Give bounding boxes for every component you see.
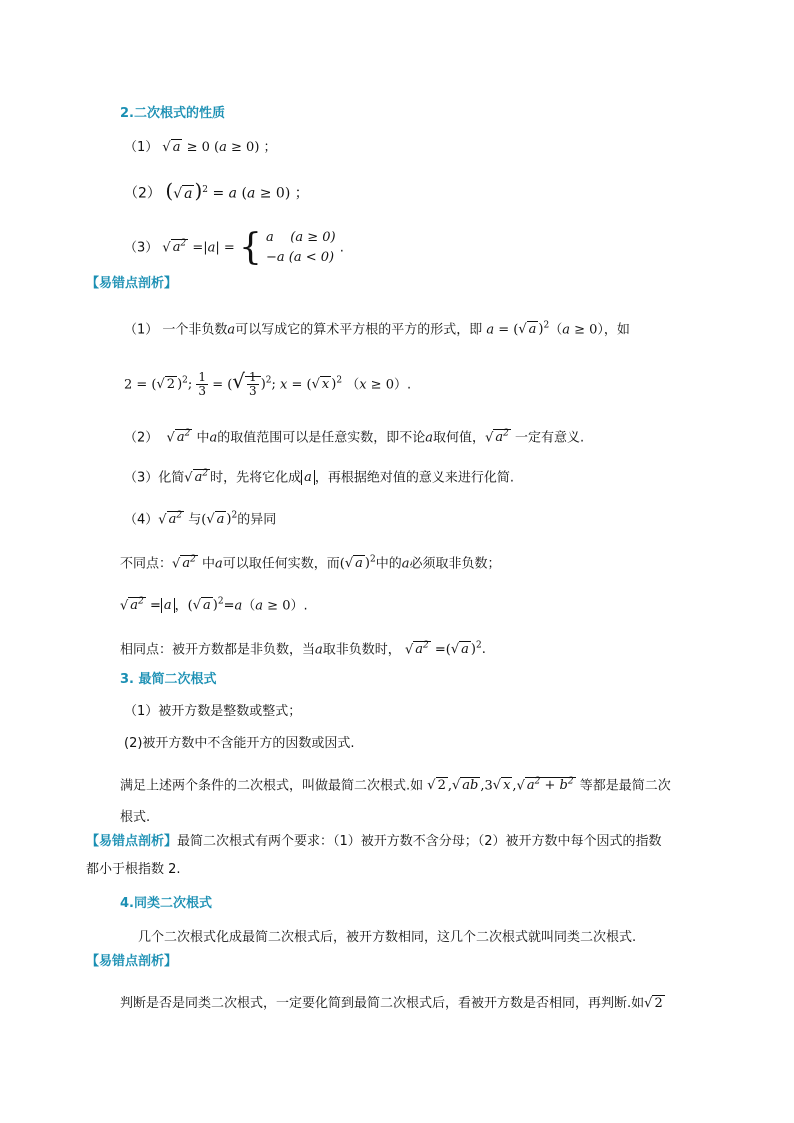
error-item-3: （3）化简√ $a^2$ 时，先将它化成 a ，再根据绝对值的意义来进行化简.: [124, 469, 515, 486]
difference-line-2: √ $a^2 = a$ ，(√ a )$^2$=a（a ≥ 0）.: [120, 597, 308, 614]
simplest-radical-definition: 满足上述两个条件的二次根式，叫做最简二次根式.如 √ 2 ,√ ab ,3√ x ,√ $a^2 + b^2$ 等都是最简二次: [120, 777, 671, 794]
like-radical-definition: 几个二次根式化成最简二次根式后，被开方数相同，这几个二次根式就叫同类二次根式.: [138, 930, 637, 945]
condition-1: （1）被开方数是整数或整式；: [124, 704, 302, 719]
error-tag-3: 【易错点剖析】: [86, 954, 178, 969]
condition-2: (2)被开方数中不含能开方的因数或因式.: [124, 736, 355, 751]
section-2-title: 2.二次根式的性质: [120, 106, 225, 121]
simplest-radical-definition-2: 根式.: [120, 810, 151, 825]
property-3: （3） √ $a^2 =|a|$ = { a (a ≥ 0) −a (a < 0) .: [124, 226, 344, 268]
like-radical-judgement: 判断是否是同类二次根式，一定要化简到最简二次根式后，看被开方数是否相同，再判断.如√ 2: [120, 996, 663, 1011]
error-tag-2-line: 【易错点剖析】最简二次根式有两个要求：（1）被开方数不含分母；（2）被开方数中每个因式的指数: [86, 834, 662, 849]
error-item-4: （4）√ $a^2$ 与(√ a )$^2$的异同: [124, 511, 277, 528]
difference-line-1: 不同点：√ $a^2$ 中a可以取任何实数，而(√ a )$^2$中的a必须取非负数；: [120, 555, 501, 572]
property-1: （1） √ a ≥ 0 (a ≥ 0) ；: [124, 140, 277, 155]
section-3-title: 3. 最简二次根式: [120, 672, 217, 687]
error-item-1-examples: 2 = (√ 2 )$^2$; $\frac{1}{3}$ = (√ $\frac{1}{3}$ )$^2$; x = (√ x )$^2$ （x ≥ 0）.: [124, 369, 412, 399]
error-tag-2-line-2: 都小于根指数 2.: [86, 862, 181, 877]
property-2: （2） (√ a )$^2$ = a (a ≥ 0) ；: [124, 178, 309, 203]
error-tag-1: 【易错点剖析】: [86, 276, 178, 291]
error-item-2: （2） √ $a^2$ 中a的取值范围可以是任意实数，即不论a取何值，√ $a^2$ 一定有意义.: [124, 429, 585, 446]
section-4-title: 4.同类二次根式: [120, 896, 212, 911]
error-item-1: （1） 一个非负数a可以写成它的算术平方根的平方的形式，即 a = (√ a )$^2$（a ≥ 0），如: [124, 321, 630, 338]
similarity-line: 相同点：被开方数都是非负数，当a取非负数时， √ $a^2$ =(√ a )$^2$.: [120, 641, 486, 658]
